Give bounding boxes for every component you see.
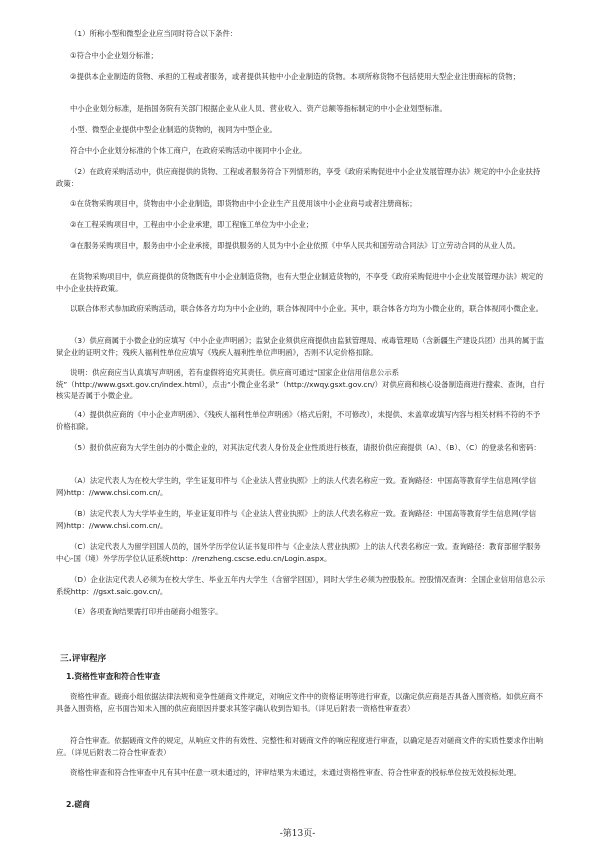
subsection-title: 1.资格性审查和符合性审查 xyxy=(66,672,161,681)
paragraph: ②在工程采购项目中，工程由中小企业承建，即工程施工单位为中小企业； xyxy=(70,220,314,229)
paragraph: ①在货物采购项目中，货物由中小企业制造，即货物由中小企业生产且使用该中小企业商号或者注册商标； xyxy=(70,199,417,208)
paragraph: （4）提供供应商的《中小企业声明函》、《残疾人福利性单位声明函》（格式后附，不可修改），未提供、未盖章或填写内容与相关材料不符的不予价格扣除。 xyxy=(56,410,541,431)
paragraph: 在货物采购项目中，供应商提供的货物既有中小企业制造货物，也有大型企业制造货物的，不享受《政府采购促进中小企业发展管理办法》规定的中小企业扶持政策。 xyxy=(56,272,544,293)
paragraph: （2）在政府采购活动中，供应商提供的货物、工程或者服务符合下列情形的，享受《政府采购促进中小企业发展管理办法》规定的中小企业扶持政策： xyxy=(56,167,541,188)
paragraph: ③在服务采购项目中，服务由中小企业承接，即提供服务的人员为中小企业依照《中华人民共和国劳动合同法》订立劳动合同的从业人员。 xyxy=(70,241,521,250)
paragraph: ②提供本企业制造的货物、承担的工程或者服务，或者提供其他中小企业制造的货物。本项所称货物不包括使用大型企业注册商标的货物； xyxy=(70,72,521,81)
paragraph: （C）法定代表人为留学回国人员的，国外学历学位认证书复印件与《企业法人营业执照》上的法人代表名称应一致。查询路径：教育部留学服务中心-国（境）外学历学位认证系统http：//renzheng.cscse.edu.cn/Login.aspx。 xyxy=(56,542,541,563)
paragraph: （D）企业法定代表人必须为在校大学生、毕业五年内大学生（含留学回国），同时大学生必须为控股股东。控股情况查询：全国企业信用信息公示系统http：//gsxt.saic.gov.cn/。 xyxy=(56,575,545,596)
paragraph: 符合性审查。依据磋商文件的规定，从响应文件的有效性、完整性和对磋商文件的响应程度进行审查，以确定是否对磋商文件的实质性要求作出响应。（详见后附表二符合性审查表） xyxy=(56,736,544,757)
paragraph: （E）各项查询结果需打印并由磋商小组签字。 xyxy=(70,607,223,616)
subsection-title: 2.磋商 xyxy=(66,800,90,809)
paragraph: （A）法定代表人为在校大学生的，学生证复印件与《企业法人营业执照》上的法人代表名称应一致。查询路径：中国高等教育学生信息网(学信网)http：//www.chsi.com.cn/。 xyxy=(56,476,537,497)
paragraph: 小型、微型企业提供中型企业制造的货物的，视同为中型企业。 xyxy=(70,125,277,134)
paragraph: 中小企业划分标准，是指国务院有关部门根据企业从业人员、营业收入、资产总额等指标制定的中小企业划型标准。 xyxy=(70,104,447,113)
paragraph: （B）法定代表人为大学毕业生的，毕业证复印件与《企业法人营业执照》上的法人代表名称应一致。查询路径：中国高等教育学生信息网(学信网)http：//www.chsi.com.cn/。 xyxy=(56,509,537,530)
paragraph: （1）所称小型和微型企业应当同时符合以下条件： xyxy=(70,29,238,38)
section-title: 三.评审程序 xyxy=(60,654,107,664)
paragraph: （3）供应商属于小微企业的应填写《中小企业声明函》；监狱企业须供应商提供由监狱管理局、戒毒管理局（含新疆生产建设兵团）出具的属于监狱企业的证明文件；残疾人福利性单位应填写《残疾人福利性单位声明函》，否则不认定价格扣除。 xyxy=(56,336,545,357)
paragraph: （5）报价供应商为大学生创办的小微企业的，对其法定代表人身份及企业性质进行核查，请报价供应商提供（A）、（B）、（C）的登录名和密码： xyxy=(70,443,541,452)
paragraph: 说明：供应商应当认真填写声明函，若有虚假将追究其责任。供应商可通过“国家企业信用信息公示系统”（http://www.gsxt.gov.cn/index.html），点击“小微企业名录”（http://xwqy.gsxt.gov.cn/）对供应商和核心设备制造商进行搜索、查询，自行核实是否属于小微企业。 xyxy=(56,368,545,400)
paragraph: 资格性审查和符合性审查中凡有其中任意一项未通过的，评审结果为未通过，未通过资格性审查、符合性审查的投标单位按无效投标处理。 xyxy=(70,768,521,777)
paragraph: ①符合中小企业划分标准； xyxy=(70,51,158,60)
page-number: -第13页- xyxy=(279,829,316,839)
paragraph: 资格性审查。磋商小组依据法律法规和竞争性磋商文件规定，对响应文件中的资格证明等进行审查，以确定供应商是否具备入围资格。如供应商不具备入围资格，应书面告知未入围的供应商原因并要求其签字确认收到告知书。（详见后附表一资格性审查表） xyxy=(56,692,544,713)
paragraph: 符合中小企业划分标准的个体工商户，在政府采购活动中视同中小企业。 xyxy=(70,146,307,155)
paragraph: 以联合体形式参加政府采购活动，联合体各方均为中小企业的，联合体视同中小企业。其中，联合体各方均为小微企业的，联合体视同小微企业。 xyxy=(70,304,544,313)
